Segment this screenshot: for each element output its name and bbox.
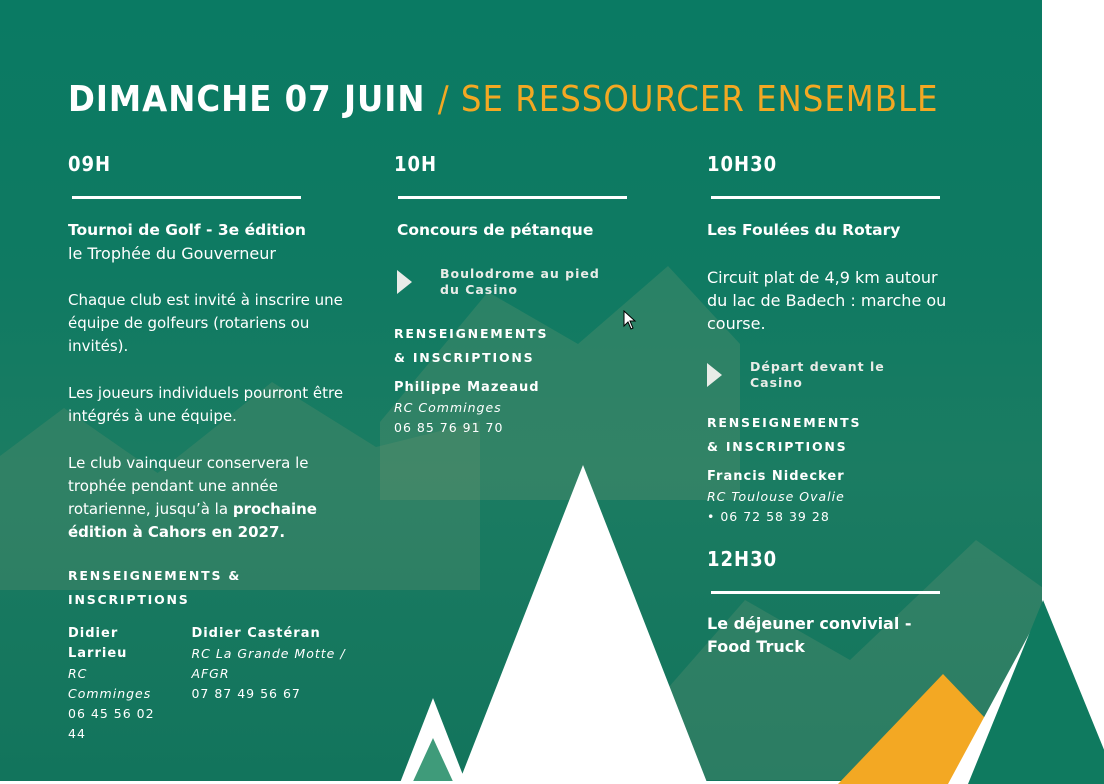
contact-club: RC Comminges bbox=[68, 666, 152, 701]
info-heading: & INSCRIPTIONS bbox=[394, 350, 535, 365]
description-text: Le club vainqueur conservera le trophée pendant une année rotarienne, jusqu’à la bbox=[68, 454, 309, 518]
event-description: Circuit plat de 4,9 km autour du lac de Badech : marche ou course. bbox=[707, 268, 947, 333]
event-title: Le déjeuner convivial - Food Truck bbox=[707, 614, 912, 656]
time-label: 10H30 bbox=[707, 152, 778, 176]
contact-card bbox=[707, 467, 947, 527]
time-label: 09H bbox=[68, 152, 112, 176]
contact-name: Philippe Mazeaud bbox=[394, 380, 540, 395]
schedule-column-09h bbox=[68, 150, 348, 744]
contact-phone[interactable]: 06 85 76 91 70 bbox=[394, 420, 504, 435]
time-label: 12H30 bbox=[707, 547, 778, 571]
time-label: 10H bbox=[394, 152, 438, 176]
divider bbox=[72, 196, 301, 199]
info-heading: RENSEIGNEMENTS & INSCRIPTIONS bbox=[68, 568, 242, 607]
play-icon bbox=[397, 270, 412, 294]
event-subtitle: le Trophée du Gouverneur bbox=[68, 244, 276, 263]
info-heading: RENSEIGNEMENTS bbox=[394, 326, 549, 341]
contact-card bbox=[394, 378, 634, 438]
contact-phone[interactable]: 06 45 56 02 44 bbox=[68, 706, 155, 741]
contacts-list bbox=[68, 624, 348, 744]
contact-phone[interactable]: • 06 72 58 39 28 bbox=[707, 509, 830, 524]
location-text: Départ devant le Casino bbox=[750, 359, 885, 390]
description-highlight: prochaine édition à Cahors en 2027. bbox=[68, 500, 317, 541]
contact-phone[interactable]: 07 87 49 56 67 bbox=[191, 686, 301, 701]
page-title bbox=[68, 78, 938, 122]
schedule-column-10h bbox=[394, 150, 634, 438]
contact-name: Francis Nidecker bbox=[707, 469, 845, 484]
location-row bbox=[394, 266, 634, 298]
divider bbox=[711, 196, 940, 199]
info-heading: & INSCRIPTIONS bbox=[707, 439, 848, 454]
play-icon bbox=[707, 363, 722, 387]
location-text: Boulodrome au pied du Casino bbox=[440, 266, 600, 297]
event-title: Les Foulées du Rotary bbox=[707, 221, 901, 239]
theme-title: / SE RESSOURCER ENSEMBLE bbox=[437, 79, 939, 120]
day-title: DIMANCHE 07 JUIN bbox=[68, 79, 426, 120]
event-description bbox=[68, 452, 348, 544]
mountain-graphic bbox=[458, 465, 708, 781]
contact-name: Didier Castéran bbox=[191, 626, 321, 641]
schedule-column-10h30 bbox=[707, 150, 947, 658]
event-description: Chaque club est invité à inscrire une équipe de golfeurs (rotariens ou invités). bbox=[68, 291, 343, 355]
divider bbox=[398, 196, 627, 199]
divider bbox=[711, 591, 940, 594]
contact-card bbox=[68, 624, 159, 744]
contact-card bbox=[191, 624, 348, 744]
event-description: Les joueurs individuels pourront être intégrés à une équipe. bbox=[68, 384, 344, 425]
contact-club: RC Toulouse Ovalie bbox=[707, 489, 845, 504]
contact-club: RC Comminges bbox=[394, 400, 502, 415]
contact-club: RC La Grande Motte / AFGR bbox=[191, 646, 346, 681]
cursor-icon bbox=[623, 310, 637, 330]
event-title: Concours de pétanque bbox=[397, 221, 594, 239]
event-title: Tournoi de Golf - 3e édition bbox=[68, 221, 306, 239]
info-heading: RENSEIGNEMENTS bbox=[707, 415, 862, 430]
location-row bbox=[707, 359, 947, 391]
contact-name: Didier Larrieu bbox=[68, 626, 128, 661]
